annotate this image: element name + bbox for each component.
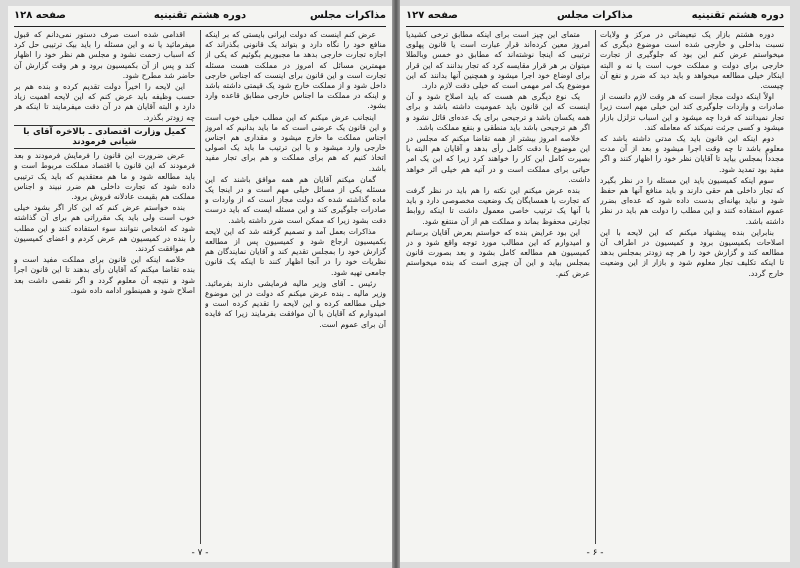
left-page-header-right: مذاکرات مجلس <box>309 10 386 21</box>
paragraph: عرض کنم اینست که دولت ایرانی بایستی که بر اینکه منافع خود را نگاه دارد و بتواند یک قانونی بگذراند که اجازه تجارت خارجی بدهد ما مجبوریم بگوئیم که یکی از مهمترین مسائل که امروز در مملکت هست مسئله تجارت است و این قانون برای اینست که اجناس خارجی داخل شود و از مملکت خارج شود یک قیمتی داشته باشد و اینکه در مملکت ما اجناس خارجی مطابق قاعده وارد بشود. <box>205 30 386 111</box>
left-page-columns <box>14 30 386 544</box>
right-page-header-center: مذاکرات مجلس <box>556 10 633 21</box>
paragraph: متمای این چیز است برای اینکه مطابق ترخی کشیدیا امروز معین کرده‌اند قرار عبارت است یا قانون پهلوی ترتیبی که اینجا نوشته‌اند که مطابق دو خمس وبالطلا میتوان بر هر قرار مقایسه کرد که تجار بدانند که این قرار برای اوضاع خود اجرا میشود و همچنین آنها بدانند که این موضوع یک امر مهمی است که خیلی دقت لازم دارد. <box>406 30 590 91</box>
paragraph: مذاکرات بعمل آمد و تصمیم گرفته شد که این لایحه بکمیسیون ارجاع شود و کمیسیون پس از مطالعه گزارش خود را بمجلس تقدیم کند و آقایان نمایندگان هم نظریات خود را در آنجا اظهار کنند تا اینکه یک قانون جامعی تهیه شود. <box>205 226 386 277</box>
paragraph: بنابراین بنده پیشنهاد میکنم که این لایحه با این اصلاحات بکمیسیون برود و کمیسیون در اطراف آن مطالعه کند و گزارش خود را هر چه زودتر بمجلس بدهد تا اینکه تکلیف تجار معلوم شود و بازار از این وضعیت خارج گردد. <box>600 227 784 278</box>
paragraph: گمان میکنم آقایان هم همه موافق باشند که این مسئله یکی از مسائل خیلی مهم است و در اینجا یک ماده گذاشته شده که دولت مجاز است که از واردات و صادرات جلوگیری کند و این مسئله ایست که باید درست دقت بشود زیرا که ممکن است ضرر داشته باشد. <box>205 174 386 225</box>
right-page-header-left: صفحه ۱۲۷ <box>406 10 458 21</box>
speaker-heading: کمیل وزارت اقتصادی ـ بالاخره آقای با شیانی فرمودند <box>14 125 195 149</box>
left-page-header-left: صفحه ۱۲۸ <box>14 10 66 21</box>
right-page <box>400 6 790 562</box>
header-rule <box>406 26 784 27</box>
column-rule <box>595 30 596 544</box>
paragraph: سوم اینکه کمیسیون باید این مسئله را در نظر بگیرد که تجار داخلی هم حقی دارند و باید منافع آنها هم حفظ شود و نباید بهانه‌ای بدست داده شود که عده‌ای بضرر عموم استفاده کنند و این مطلب را دولت هم باید در نظر داشته باشد. <box>600 175 784 226</box>
paragraph: اینجانب عرض میکنم که این مطلب خیلی خوب است و این قانون یک عرضی است که ما باید بدانیم که امروز اجناس مملکت ما خارج میشود و مقداری هم اجناس خارجی وارد میشود و با این ترتیب ما باید یک اصولی اتخاذ کنیم که هم برای مملکت و هم برای تجار مفید باشد. <box>205 112 386 173</box>
book-gutter <box>392 0 400 568</box>
paragraph: دوره هشتم بازار یک تبعیضاتی در مرکز و ولایات نسبت بداخلی و خارجی شده است موضوع دیگری که میخواستم عرض کنم این بود که جلوگیری از تجارت خارجی برای دولت و مملکت خوب است یا نه و البته اینکار خیلی مطالعه میخواهد و باید دید که ضرر و نفع آن چیست. <box>600 30 784 91</box>
paragraph: این بود عرایض بنده که خواستم بعرض آقایان برسانم و امیدوارم که این مطالب مورد توجه واقع شود و در کمیسیون هم مطالعه کامل بشود و بعد بصورت قانون بمجلس بیاید و این آن چیزی است که بنده میخواستم عرض کنم. <box>406 227 590 278</box>
paragraph: این لایحه را اخیراً دولت تقدیم کرده و بنده هم بر حسب وظیفه باید عرض کنم که این لایحه اهمیت زیاد دارد و البته آقایان هم در آن دقت میفرمایند تا اینکه هر چه زودتر بگذرد. <box>14 82 195 122</box>
right-page-columns <box>406 30 784 544</box>
paragraph: اولاً اینکه دولت مجاز است که هر وقت لازم دانست از صادرات و واردات جلوگیری کند این خیلی مهم است زیرا تجار نمیدانند که فردا چه میشود و این اسباب تزلزل بازار میشود و کسی جرئت نمیکند که معامله کند. <box>600 92 784 132</box>
right-page-header-right: دوره هشتم تقنینیه <box>691 10 784 21</box>
paragraph: خلاصه اینکه این قانون برای مملکت مفید است و بنده تقاضا میکنم که آقایان رأی بدهند تا این قانون اجرا شود و نتیجه آن معلوم گردد و اگر نقصی داشت بعد اصلاح شود و همینطور ادامه داده شود. <box>14 255 195 295</box>
right-page-number: - ۶ - <box>586 548 604 558</box>
paragraph: بنده عرض میکنم این نکته را هم باید در نظر گرفت که تجارت با همسایگان یک وضعیت مخصوصی دارد و باید با آنها یک ترتیب خاصی معمول داشت تا اینکه روابط تجارتی محفوظ بماند و مملکت هم از آن منتفع شود. <box>406 186 590 226</box>
left-page-header <box>14 10 386 26</box>
paragraph: رئیس ـ آقای وزیر مالیه فرمایشی دارند بفرمائید. وزیر مالیه ـ بنده عرض میکنم که دولت در این موضوع خیلی مطالعه کرده و این لایحه را تقدیم کرده است و امیدوارم که آقایان با آن موافقت بفرمایند زیرا که فایده آن برای عموم است. <box>205 278 386 329</box>
left-page-header-center: دوره هشتم تقنینیه <box>153 10 247 21</box>
left-page-column-right <box>205 30 386 544</box>
right-page-column-left <box>406 30 590 544</box>
paragraph: اقدامی شده است صرف دستور نمی‌دانم که قبول میفرمائید یا نه و این مسئله را باید بیک ترتیبی حل کرد که اسباب زحمت نشود و مجلس هم نظر خود را اظهار کند و پس از آن بکمیسیون برود و هر وقت گزارش آن حاضر شد مطرح شود. <box>14 30 195 80</box>
paragraph: عرض ضرورت این قانون را فرمایش فرمودند و بعد فرمودند که این قانون با اقتصاد مملکت مربوط است و باید مطالعه شود و ما هم معتقدیم که باید یک ترتیبی داده شود که تجارت داخلی هم ضرر نبیند و اجناس مملکت هم بقیمت عادلانه فروش برود. <box>14 151 195 202</box>
left-page <box>8 6 392 562</box>
right-page-header <box>406 10 784 26</box>
paragraph: خلاصه امروز بیشتر از همه تقاضا میکنم که مجلس در این موضوع با دقت کامل رأی بدهد و آقایان هم البته با بصیرت کامل این کار را خواهند کرد زیرا که این یک امر حیاتی برای مملکت است و در آتیه هم خیلی اثر خواهد داشت. <box>406 134 590 184</box>
paragraph: بنده خواستم عرض کنم که این کار اگر بشود خیلی خوب است ولی باید یک مقرراتی هم برای آن گذاشته شود که اشخاص نتوانند سوء استفاده کنند و این مطلب را بنده در کمیسیون هم عرض کردم و اعضای کمیسیون هم موافقت کردند. <box>14 203 195 254</box>
paragraph: دوم اینکه این قانون باید یک مدتی داشته باشد که معلوم باشد تا چه وقت اجرا میشود و بعد از آن مدت مجدداً بمجلس بیاید تا آقایان نظر خود را اظهار کنند و اگر مفید بود تمدید شود. <box>600 134 784 174</box>
right-page-column-right <box>600 30 784 544</box>
left-page-number: - ۷ - <box>191 548 209 558</box>
paragraph: یک نوع دیگری هم هست که باید اصلاح شود و آن اینست که این قانون باید عمومیت داشته باشد و برای همه یکسان باشد و ترجیحی برای یک عده‌ای قائل نشود و اگر هم ترجیحی باشد باید منطقی و بنفع مملکت باشد. <box>406 92 590 132</box>
header-rule <box>14 26 386 27</box>
column-rule <box>200 30 201 544</box>
left-page-column-left <box>14 30 195 544</box>
